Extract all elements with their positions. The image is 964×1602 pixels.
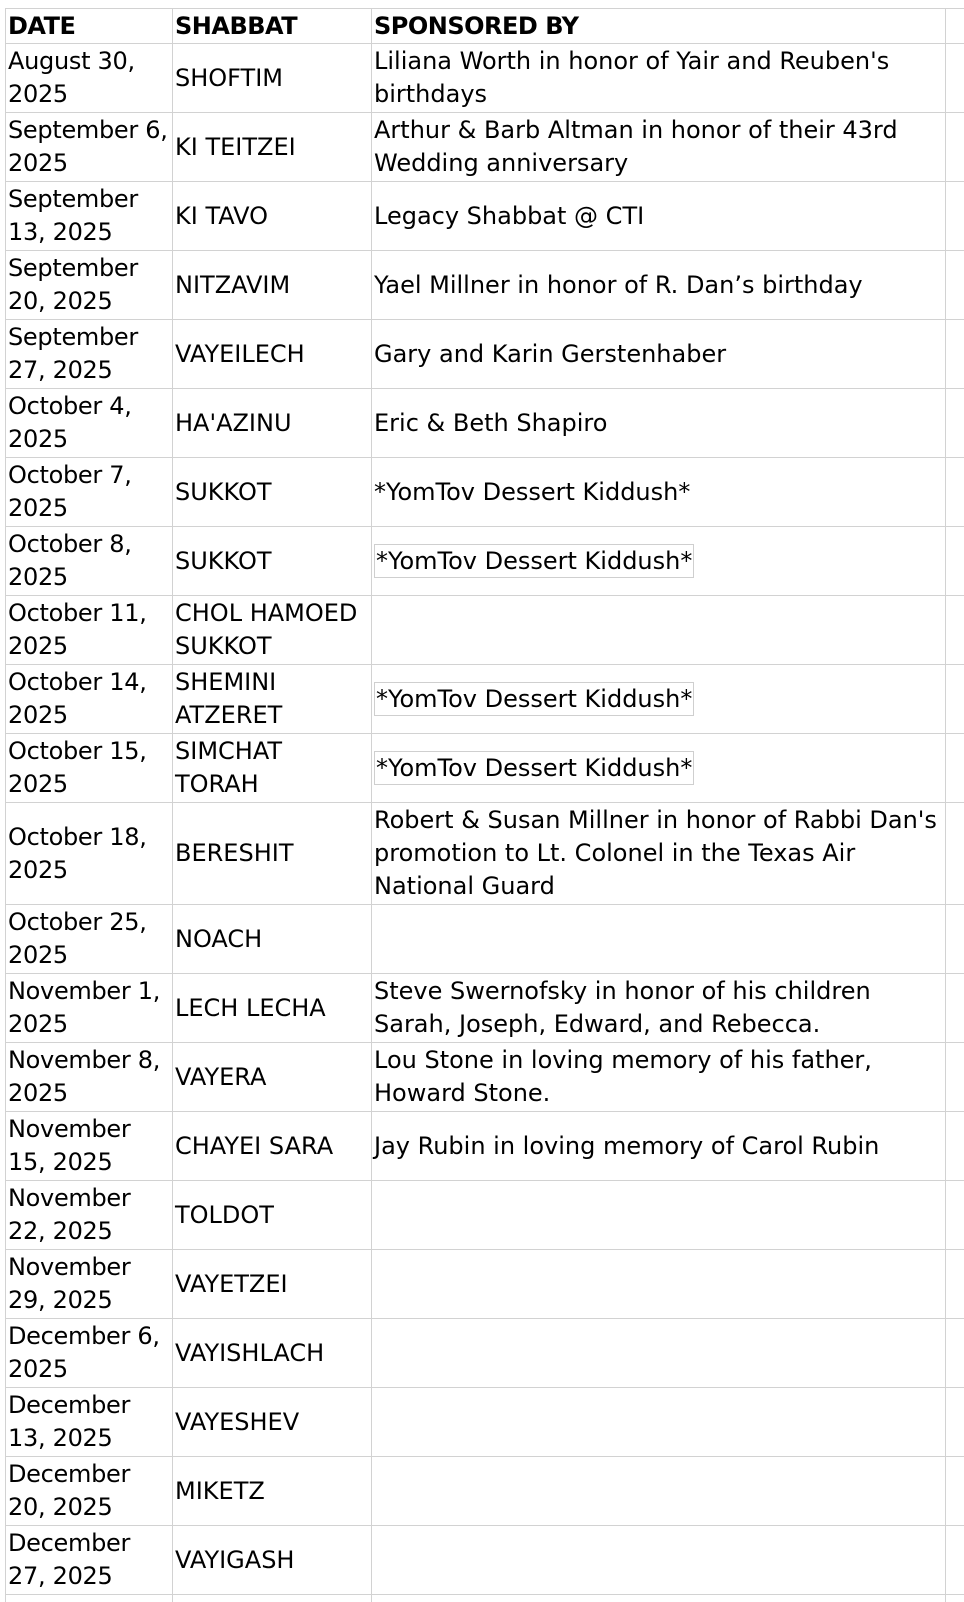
cell-sponsored-by[interactable]: Lou Stone in loving memory of his father, Howard Stone. [372, 1043, 946, 1112]
cell-next-column[interactable] [946, 1388, 964, 1457]
table-row [6, 1595, 964, 1602]
cell-shabbat[interactable]: CHOL HAMOED SUKKOT [173, 596, 372, 665]
cell-sponsored-by[interactable] [372, 596, 946, 665]
header-shabbat[interactable]: SHABBAT [173, 9, 372, 44]
sponsor-text-box: *YomTov Dessert Kiddush* [374, 544, 694, 578]
table-row [6, 974, 964, 1043]
table-row [6, 905, 964, 974]
sponsor-text-box: *YomTov Dessert Kiddush* [374, 751, 694, 785]
header-date[interactable]: DATE [6, 9, 173, 44]
cell-date[interactable]: October 14, 2025 [6, 665, 173, 734]
cell-next-column[interactable] [946, 182, 964, 251]
cell-sponsored-by[interactable]: *YomTov Dessert Kiddush* [372, 458, 946, 527]
cell-date[interactable]: December 13, 2025 [6, 1388, 173, 1457]
cell-date[interactable]: October 18, 2025 [6, 803, 173, 905]
cell-shabbat[interactable]: VAYESHEV [173, 1388, 372, 1457]
cell-next-column[interactable] [946, 251, 964, 320]
cell-next-column[interactable] [946, 320, 964, 389]
cell-sponsored-by[interactable]: Legacy Shabbat @ CTI [372, 182, 946, 251]
cell-shabbat[interactable]: VAYEILECH [173, 320, 372, 389]
table-row [6, 596, 964, 665]
cell-shabbat[interactable]: VAYISHLACH [173, 1319, 372, 1388]
cell-empty[interactable] [372, 1595, 946, 1602]
cell-sponsored-by[interactable] [372, 1250, 946, 1319]
cell-shabbat[interactable]: SHEMINI ATZERET [173, 665, 372, 734]
cell-sponsored-by[interactable] [372, 1388, 946, 1457]
cell-sponsored-by[interactable] [372, 1526, 946, 1595]
cell-next-column[interactable] [946, 1043, 964, 1112]
cell-empty[interactable] [173, 1595, 372, 1602]
cell-shabbat[interactable]: TOLDOT [173, 1181, 372, 1250]
cell-date[interactable]: December 20, 2025 [6, 1457, 173, 1526]
cell-next-column[interactable] [946, 1181, 964, 1250]
cell-next-column[interactable] [946, 665, 964, 734]
cell-next-column[interactable] [946, 803, 964, 905]
cell-date[interactable]: October 4, 2025 [6, 389, 173, 458]
cell-sponsored-by[interactable]: Arthur & Barb Altman in honor of their 43rd Wedding anniversary [372, 113, 946, 182]
cell-date[interactable]: November 15, 2025 [6, 1112, 173, 1181]
table-row [6, 1250, 964, 1319]
cell-shabbat[interactable]: BERESHIT [173, 803, 372, 905]
cell-shabbat[interactable]: SUKKOT [173, 527, 372, 596]
table-row [6, 1526, 964, 1595]
cell-empty[interactable] [6, 1595, 173, 1602]
table-row [6, 1457, 964, 1526]
cell-date[interactable]: December 27, 2025 [6, 1526, 173, 1595]
cell-shabbat[interactable]: SUKKOT [173, 458, 372, 527]
cell-date[interactable]: September 6, 2025 [6, 113, 173, 182]
cell-shabbat[interactable]: SIMCHAT TORAH [173, 734, 372, 803]
cell-sponsored-by[interactable]: Liliana Worth in honor of Yair and Reuben's birthdays [372, 44, 946, 113]
cell-empty[interactable] [946, 1595, 964, 1602]
table-row [6, 1043, 964, 1112]
cell-date[interactable]: November 22, 2025 [6, 1181, 173, 1250]
cell-date[interactable]: November 29, 2025 [6, 1250, 173, 1319]
cell-next-column[interactable] [946, 905, 964, 974]
cell-next-column[interactable] [946, 596, 964, 665]
cell-sponsored-by[interactable]: Robert & Susan Millner in honor of Rabbi Dan's promotion to Lt. Colonel in the Texas Air National Guard [372, 803, 946, 905]
cell-shabbat[interactable]: LECH LECHA [173, 974, 372, 1043]
cell-sponsored-by[interactable]: Jay Rubin in loving memory of Carol Rubin [372, 1112, 946, 1181]
table-row [6, 389, 964, 458]
table-row [6, 527, 964, 596]
cell-date[interactable]: September 20, 2025 [6, 251, 173, 320]
table-row [6, 1388, 964, 1457]
cell-date[interactable]: November 8, 2025 [6, 1043, 173, 1112]
cell-shabbat[interactable]: KI TEITZEI [173, 113, 372, 182]
cell-sponsored-by[interactable]: Eric & Beth Shapiro [372, 389, 946, 458]
cell-sponsored-by[interactable] [372, 734, 946, 803]
cell-date[interactable]: October 8, 2025 [6, 527, 173, 596]
cell-shabbat[interactable]: NOACH [173, 905, 372, 974]
header-sponsored-by[interactable]: SPONSORED BY [372, 9, 946, 44]
cell-date[interactable]: September 13, 2025 [6, 182, 173, 251]
table-row [6, 458, 964, 527]
cell-next-column[interactable] [946, 44, 964, 113]
cell-next-column[interactable] [946, 734, 964, 803]
cell-sponsored-by[interactable]: Gary and Karin Gerstenhaber [372, 320, 946, 389]
cell-date[interactable]: November 1, 2025 [6, 974, 173, 1043]
table-row [6, 44, 964, 113]
table-row [6, 803, 964, 905]
sponsor-text-box: *YomTov Dessert Kiddush* [374, 682, 694, 716]
cell-date[interactable]: October 25, 2025 [6, 905, 173, 974]
table-row [6, 734, 964, 803]
cell-shabbat[interactable]: MIKETZ [173, 1457, 372, 1526]
cell-date[interactable]: December 6, 2025 [6, 1319, 173, 1388]
table-row [6, 1181, 964, 1250]
cell-shabbat[interactable]: VAYIGASH [173, 1526, 372, 1595]
cell-sponsored-by[interactable] [372, 527, 946, 596]
cell-shabbat[interactable]: VAYETZEI [173, 1250, 372, 1319]
cell-next-column[interactable] [946, 389, 964, 458]
cell-sponsored-by[interactable] [372, 1181, 946, 1250]
table-row [6, 320, 964, 389]
table-row [6, 1319, 964, 1388]
cell-shabbat[interactable]: KI TAVO [173, 182, 372, 251]
kiddush-sponsor-table [5, 8, 964, 1602]
cell-shabbat[interactable]: VAYERA [173, 1043, 372, 1112]
cell-sponsored-by[interactable]: Steve Swernofsky in honor of his children Sarah, Joseph, Edward, and Rebecca. [372, 974, 946, 1043]
cell-sponsored-by[interactable] [372, 665, 946, 734]
cell-date[interactable]: October 11, 2025 [6, 596, 173, 665]
cell-next-column[interactable] [946, 458, 964, 527]
cell-shabbat[interactable]: HA'AZINU [173, 389, 372, 458]
table-row [6, 1112, 964, 1181]
cell-next-column[interactable] [946, 974, 964, 1043]
cell-shabbat[interactable]: CHAYEI SARA [173, 1112, 372, 1181]
table-row [6, 113, 964, 182]
table-row [6, 182, 964, 251]
cell-next-column[interactable] [946, 1457, 964, 1526]
cell-sponsored-by[interactable] [372, 1319, 946, 1388]
header-next-column[interactable] [946, 9, 964, 44]
cell-next-column[interactable] [946, 1526, 964, 1595]
cell-date[interactable]: September 27, 2025 [6, 320, 173, 389]
cell-next-column[interactable] [946, 1250, 964, 1319]
cell-next-column[interactable] [946, 113, 964, 182]
cell-next-column[interactable] [946, 527, 964, 596]
cell-sponsored-by[interactable] [372, 1457, 946, 1526]
cell-date[interactable]: August 30, 2025 [6, 44, 173, 113]
cell-next-column[interactable] [946, 1112, 964, 1181]
cell-next-column[interactable] [946, 1319, 964, 1388]
cell-date[interactable]: October 15, 2025 [6, 734, 173, 803]
cell-sponsored-by[interactable] [372, 905, 946, 974]
cell-date[interactable]: October 7, 2025 [6, 458, 173, 527]
cell-shabbat[interactable]: NITZAVIM [173, 251, 372, 320]
table-row [6, 251, 964, 320]
cell-sponsored-by[interactable]: Yael Millner in honor of R. Dan’s birthday [372, 251, 946, 320]
cell-shabbat[interactable]: SHOFTIM [173, 44, 372, 113]
table-row [6, 665, 964, 734]
header-row [6, 9, 964, 44]
